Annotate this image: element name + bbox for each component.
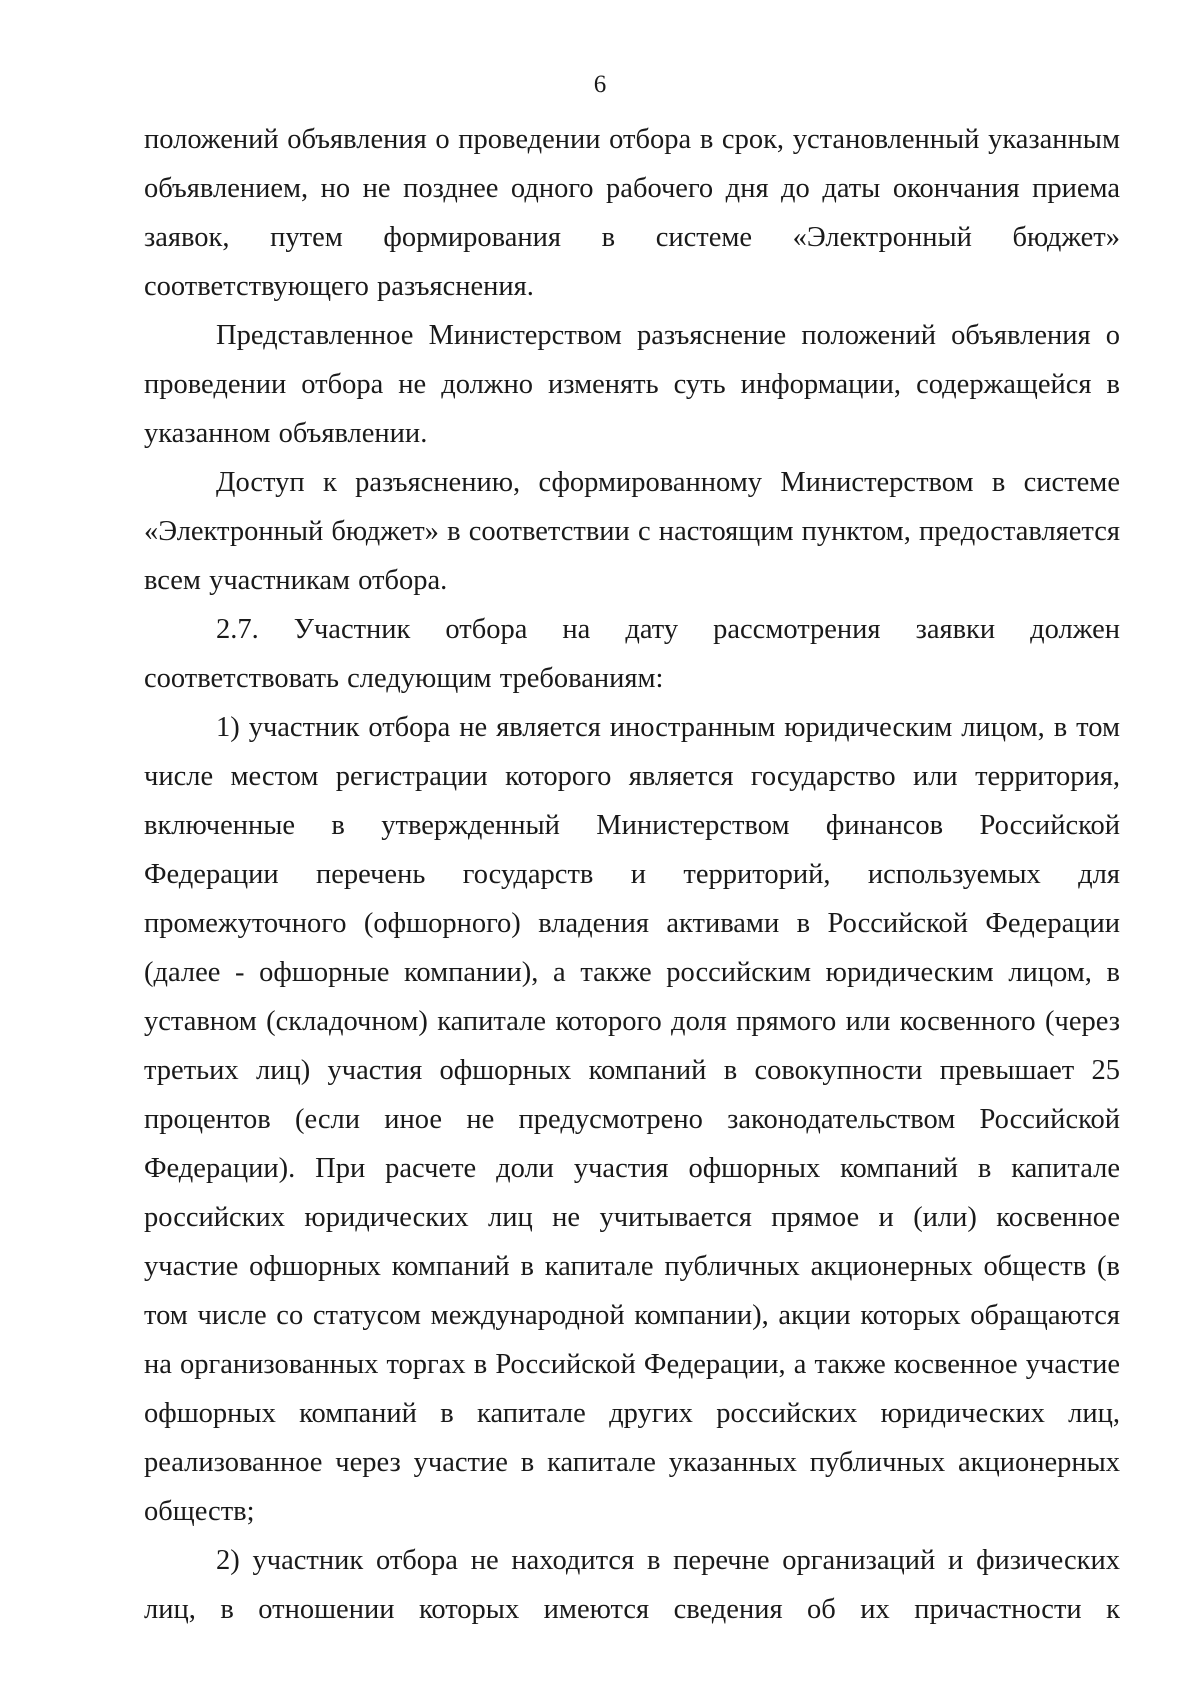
paragraph-clarification-content: Представленное Министерством разъяснение положений объявления о проведении отбора не должно изменять суть информации, содержащейся в указанном объявлении. — [144, 320, 1120, 449]
paragraph-requirement-1: 1) участник отбора не является иностранным юридическим лицом, в том числе местом регистрации которого является государство или территория, включенные в утвержденный Министерством финансов Российской Федерации перечень государств и территорий, используемых для промежуточного (офшорного) владения активами в Российской Федерации (далее - офшорные компании), а также российским юридическим лицом, в уставном (складочном) капитале которого доля прямого или косвенного (через третьих лиц) участия офшорных компаний в совокупности превышает 25 процентов (если иное не предусмотрено законодательством Российской Федерации). При расчете доли участия офшорных компаний в капитале российских юридических лиц не учитывается прямое и (или) косвенное участие офшорных компаний в капитале публичных акционерных обществ (в том числе со статусом международной компании), акции которых обращаются на организованных торгах в Российской Федерации, а также косвенное участие офшорных компаний в капитале других российских юридических лиц, реализованное через участие в капитале указанных публичных акционерных обществ; — [144, 712, 1120, 1527]
paragraph-requirement-2: 2) участник отбора не находится в перечне организаций и физических лиц, в отношении которых имеются сведения об их причастности к — [144, 1545, 1120, 1625]
paragraph-clarification-deadline: положений объявления о проведении отбора в срок, установленный указанным объявлением, но не позднее одного рабочего дня до даты окончания приема заявок, путем формирования в системе «Электронный бюджет» соответствующего разъяснения. — [144, 124, 1120, 302]
paragraph-section-2-7: 2.7. Участник отбора на дату рассмотрения заявки должен соответствовать следующим требованиям: — [144, 614, 1120, 694]
paragraph-clarification-access: Доступ к разъяснению, сформированному Министерством в системе «Электронный бюджет» в соответствии с настоящим пунктом, предоставляется всем участникам отбора. — [144, 467, 1120, 596]
document-body — [144, 115, 1120, 1634]
page-number: 6 — [593, 71, 607, 98]
